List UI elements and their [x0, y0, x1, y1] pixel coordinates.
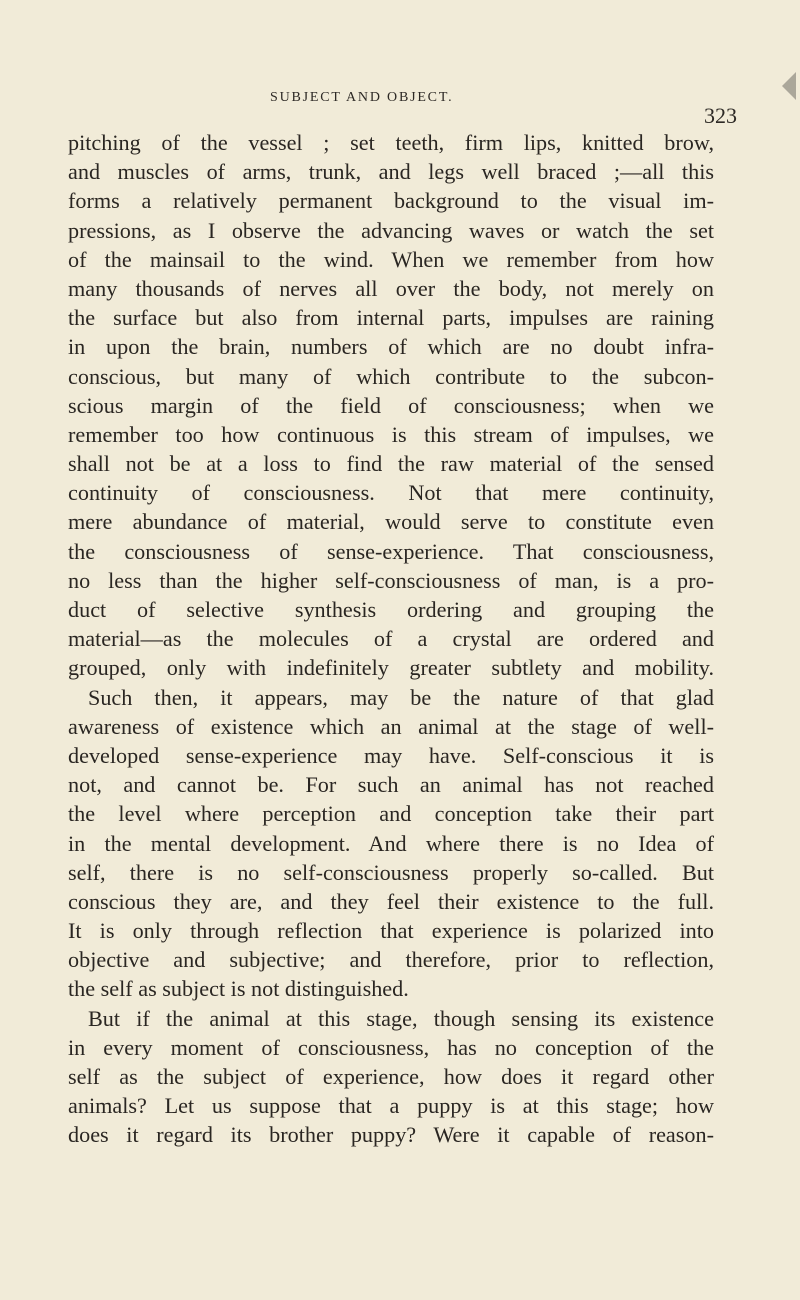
text-line: the level where perception and conception take their part [68, 801, 714, 827]
text-line: material—as the molecules of a crystal are ordered and [68, 626, 714, 652]
text-line: awareness of existence which an animal at the stage of well- [68, 713, 714, 739]
text-line: self, there is no self-consciousness properly so-called. But [68, 859, 714, 885]
text-line: pressions, as I observe the advancing waves or watch the set [68, 217, 714, 243]
text-line: in upon the brain, numbers of which are no doubt infra- [68, 334, 714, 360]
running-head: SUBJECT AND OBJECT. [270, 90, 454, 105]
text-line: not, and cannot be. For such an animal has not reached [68, 772, 714, 798]
text-line: developed sense-experience may have. Self-conscious it is [68, 742, 714, 768]
text-line: does it regard its brother puppy? Were it capable of reason- [68, 1122, 714, 1148]
text-line: self as the subject of experience, how does it regard other [68, 1064, 714, 1089]
text-line: grouped, only with indefinitely greater subtlety and mobility. [68, 655, 714, 681]
text-line: mere abundance of material, would serve to constitute even [68, 509, 714, 535]
text-line: continuity of consciousness. Not that mere continuity, [68, 480, 714, 506]
paragraph-first-line: But if the animal at this stage, though sensing its existence [88, 1005, 714, 1031]
text-line: no less than the higher self-consciousness of man, is a pro- [68, 567, 714, 593]
text-line: the consciousness of sense-experience. That consciousness, [68, 538, 714, 564]
text-line: forms a relatively permanent background to the visual im- [68, 188, 714, 214]
paragraph-last-line: the self as subject is not distinguished. [68, 976, 409, 1002]
text-line: scious margin of the field of consciousness; when we [68, 392, 714, 418]
page-corner-mark [782, 72, 796, 100]
text-line: shall not be at a loss to find the raw material of the sensed [68, 451, 714, 477]
text-line: the surface but also from internal parts, impulses are raining [68, 305, 714, 331]
text-line: remember too how continuous is this stream of impulses, we [68, 421, 714, 447]
text-line: conscious, but many of which contribute to the subcon- [68, 363, 714, 389]
paragraph-first-line: Such then, it appears, may be the nature of that glad [88, 684, 714, 710]
body-text [68, 128, 714, 1150]
text-line: of the mainsail to the wind. When we remember from how [68, 246, 714, 272]
text-line: duct of selective synthesis ordering and grouping the [68, 597, 714, 622]
text-line: It is only through reflection that experience is polarized into [68, 918, 714, 944]
text-line: in every moment of consciousness, has no conception of the [68, 1034, 714, 1060]
text-line: many thousands of nerves all over the body, not merely on [68, 275, 714, 301]
text-line: in the mental development. And where there is no Idea of [68, 830, 714, 856]
page-number: 323 [704, 103, 737, 128]
text-line: conscious they are, and they feel their existence to the full. [68, 888, 714, 914]
text-line: and muscles of arms, trunk, and legs well braced ;—all this [68, 159, 714, 185]
text-line: objective and subjective; and therefore, prior to reflection, [68, 947, 714, 973]
text-line: animals? Let us suppose that a puppy is at this stage; how [68, 1093, 714, 1119]
text-line: pitching of the vessel ; set teeth, firm lips, knitted brow, [68, 130, 714, 155]
